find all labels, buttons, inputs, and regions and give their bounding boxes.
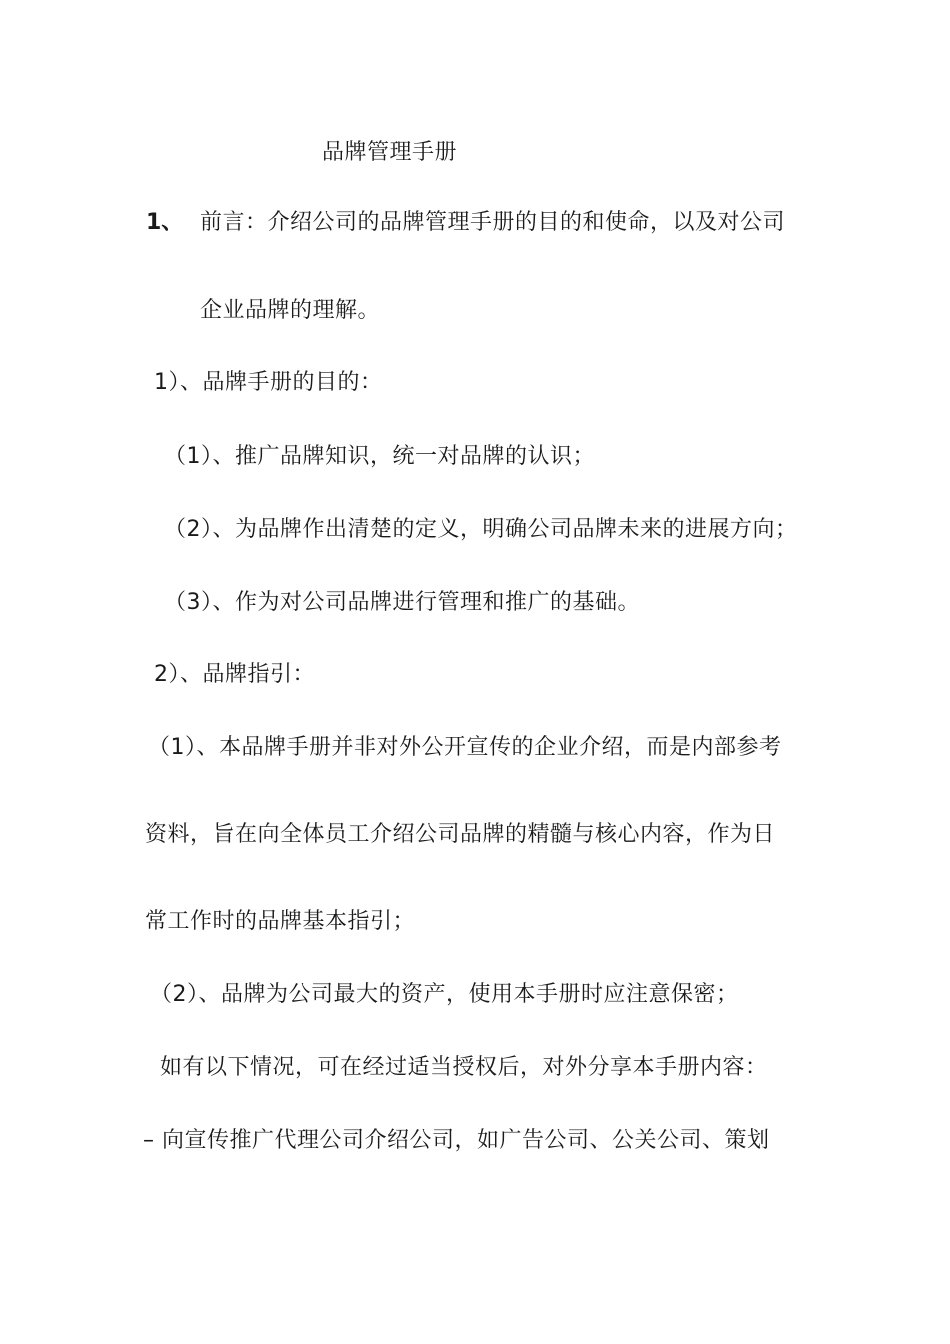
subsection-2-item-1-line-1: （1）、本品牌手册并非对外公开宣传的企业介绍，而是内部参考 (148, 735, 782, 760)
subsection-1-item-1: （1）、推广品牌知识，统一对品牌的认识； (164, 444, 595, 469)
document-title: 品牌管理手册 (322, 140, 458, 165)
section-1-text-line-1: 前言：介绍公司的品牌管理手册的目的和使命，以及对公司 (200, 210, 786, 235)
subsection-2-item-1-line-3: 常工作时的品牌基本指引； (145, 909, 416, 934)
subsection-1-heading: 1）、品牌手册的目的： (154, 370, 383, 395)
subsection-2-item-2: （2）、品牌为公司最大的资产，使用本手册时应注意保密； (150, 982, 739, 1007)
subsection-2-heading: 2）、品牌指引： (154, 662, 315, 687)
subsection-1-item-3: （3）、作为对公司品牌进行管理和推广的基础。 (164, 590, 640, 615)
subsection-2-item-1-line-2: 资料，旨在向全体员工介绍公司品牌的精髓与核心内容，作为日 (145, 822, 776, 847)
subsection-1-item-2: （2）、为品牌作出清楚的定义，明确公司品牌未来的进展方向； (164, 517, 798, 542)
bullet-item-1: – 向宣传推广代理公司介绍公司，如广告公司、公关公司、策划 (143, 1128, 770, 1153)
sharing-conditions-note: 如有以下情况，可在经过适当授权后，对外分享本手册内容： (160, 1055, 768, 1080)
section-1-text-line-2: 企业品牌的理解。 (200, 298, 381, 323)
section-number: 1、 (146, 210, 184, 235)
